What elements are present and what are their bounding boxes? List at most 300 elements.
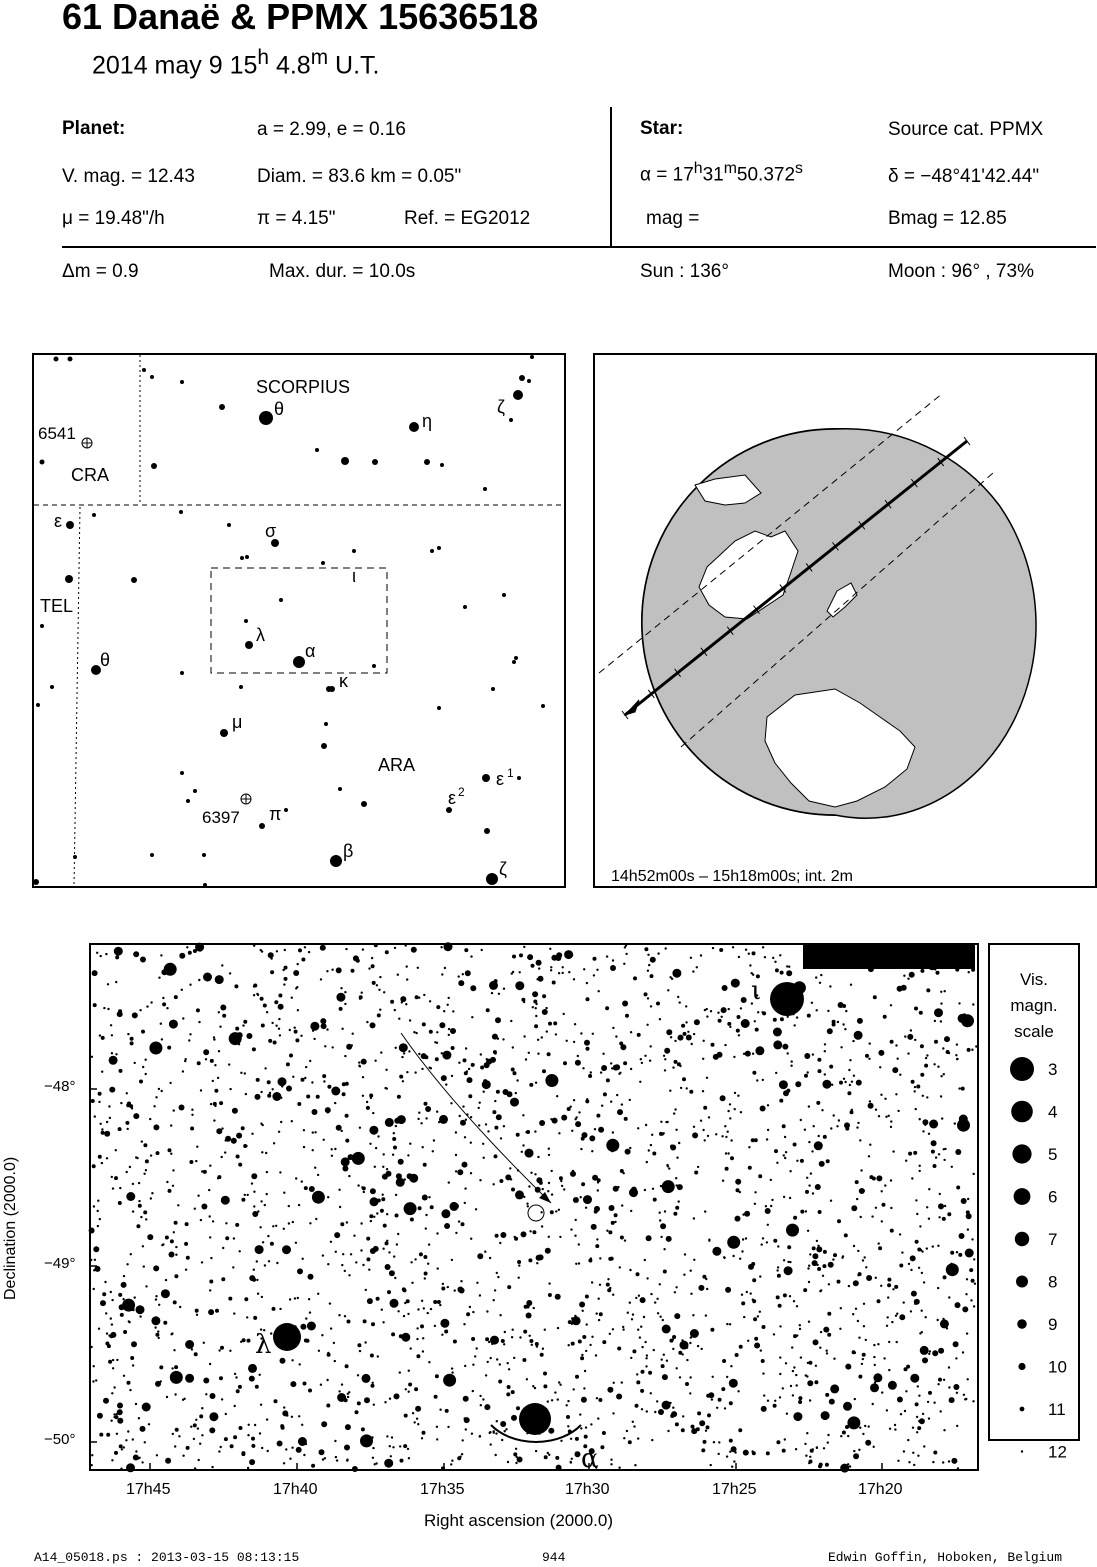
chart-star	[234, 1405, 236, 1407]
chart-star	[471, 1337, 475, 1341]
chart-star	[942, 1217, 946, 1221]
chart-star	[632, 1421, 634, 1423]
chart-star	[372, 1382, 374, 1384]
chart-star	[596, 1397, 598, 1399]
globe-svg	[595, 355, 1095, 886]
chart-star	[156, 1151, 160, 1155]
chart-star	[650, 1045, 652, 1047]
finder-star	[293, 656, 305, 668]
chart-star	[596, 1114, 600, 1118]
chart-star	[886, 1409, 888, 1411]
chart-star	[346, 1459, 348, 1461]
chart-star	[427, 1263, 429, 1265]
chart-star	[362, 1186, 366, 1190]
chart-star	[408, 1391, 410, 1393]
chart-star	[869, 1144, 871, 1146]
chart-star	[319, 1449, 325, 1455]
finder-star	[514, 656, 518, 660]
chart-star	[125, 1121, 129, 1125]
chart-star	[557, 1398, 559, 1400]
chart-star	[858, 1449, 860, 1451]
finder-star	[513, 390, 523, 400]
chart-star	[116, 1359, 118, 1361]
chart-star	[393, 1146, 397, 1150]
chart-star	[636, 1373, 638, 1375]
chart-star	[886, 1325, 888, 1327]
chart-star	[784, 1136, 786, 1138]
chart-star	[613, 1382, 615, 1384]
chart-star	[169, 1020, 178, 1029]
chart-star	[816, 1246, 822, 1252]
chart-star	[812, 1246, 816, 1250]
chart-star	[584, 1370, 586, 1372]
chart-star	[200, 1089, 202, 1091]
chart-star	[728, 1008, 730, 1010]
chart-star	[312, 1131, 314, 1133]
chart-star	[394, 1393, 400, 1399]
chart-star	[267, 1450, 269, 1452]
chart-star	[394, 1118, 400, 1124]
chart-star	[891, 1321, 893, 1323]
chart-star	[783, 1090, 789, 1096]
chart-star	[410, 1261, 412, 1263]
chart-star	[368, 1269, 370, 1271]
chart-star	[483, 1091, 485, 1093]
chart-star	[458, 1220, 460, 1222]
chart-star	[413, 1031, 415, 1033]
chart-star	[482, 1398, 484, 1400]
chart-star	[575, 1121, 581, 1127]
chart-star	[370, 1097, 372, 1099]
chart-star	[104, 1131, 110, 1137]
chart-star	[823, 1327, 829, 1333]
chart-star	[702, 1090, 704, 1092]
chart-star	[185, 1222, 189, 1226]
chart-star	[690, 957, 692, 959]
chart-star	[479, 1435, 481, 1437]
chart-star	[787, 1052, 789, 1054]
chart-star	[532, 1385, 534, 1387]
chart-star	[910, 1255, 916, 1261]
chart-star	[382, 1321, 384, 1323]
chart-star	[400, 996, 406, 1002]
chart-star	[799, 1324, 801, 1326]
chart-star	[526, 1203, 528, 1205]
constellation-ara: ARA	[378, 755, 416, 775]
chart-star	[158, 1304, 160, 1306]
chart-star	[777, 1245, 779, 1247]
chart-star	[705, 1314, 707, 1316]
finder-star	[440, 463, 444, 467]
chart-star	[654, 1411, 656, 1413]
chart-star	[266, 1171, 268, 1173]
chart-star	[864, 1256, 866, 1258]
chart-star	[495, 1454, 497, 1456]
chart-star	[233, 1435, 237, 1439]
chart-star	[292, 1076, 294, 1078]
chart-star	[956, 1186, 960, 1190]
chart-star	[755, 1046, 764, 1055]
chart-star	[120, 1468, 122, 1470]
chart-star	[210, 1059, 214, 1063]
chart-star	[605, 1006, 609, 1010]
chart-star	[480, 1404, 482, 1406]
chart-star	[507, 1285, 511, 1289]
chart-star	[166, 1181, 168, 1183]
chart-star	[580, 1032, 582, 1034]
chart-star	[955, 1149, 961, 1155]
chart-star	[816, 1240, 818, 1242]
chart-star	[790, 1065, 792, 1067]
chart-star	[212, 1080, 214, 1082]
chart-star	[336, 967, 342, 973]
chart-star	[130, 1253, 132, 1255]
chart-star	[132, 1012, 138, 1018]
chart-star	[875, 1207, 877, 1209]
chart-star	[308, 1389, 312, 1393]
chart-star	[681, 1339, 683, 1341]
chart-star	[284, 966, 288, 970]
chart-star	[562, 972, 564, 974]
chart-star	[298, 1415, 300, 1417]
chart-star	[348, 1175, 350, 1177]
chart-star	[733, 1056, 735, 1058]
chart-star	[746, 1291, 748, 1293]
chart-star	[763, 1394, 765, 1396]
chart-star	[203, 1170, 207, 1174]
chart-star	[776, 1295, 780, 1299]
chart-star	[866, 1275, 872, 1281]
chart-star	[698, 1285, 704, 1291]
chart-star	[706, 1015, 708, 1017]
chart-star	[463, 1058, 467, 1062]
chart-star	[626, 1430, 628, 1432]
chart-star	[221, 1156, 223, 1158]
chart-star	[754, 1337, 758, 1341]
chart-star	[190, 1426, 192, 1428]
chart-star	[264, 1067, 266, 1069]
chart-star	[586, 997, 590, 1001]
chart-star	[590, 1257, 592, 1259]
chart-star	[739, 1345, 743, 1349]
chart-star	[230, 1444, 234, 1448]
chart-star	[958, 1087, 960, 1089]
chart-star	[415, 1032, 417, 1034]
chart-star	[707, 1135, 709, 1137]
chart-star	[296, 986, 298, 988]
chart-star	[887, 1296, 889, 1298]
chart-star	[800, 1159, 804, 1163]
chart-star	[515, 981, 524, 990]
chart-star	[784, 1266, 793, 1275]
chart-star	[808, 1321, 810, 1323]
dec-tick-48: −48°	[44, 1078, 76, 1095]
chart-star	[218, 1011, 220, 1013]
chart-star	[151, 1316, 160, 1325]
chart-star	[556, 1296, 558, 1298]
chart-star	[551, 1170, 553, 1172]
chart-star	[533, 1307, 535, 1309]
chart-star	[922, 1130, 924, 1132]
chart-star	[504, 1331, 506, 1333]
chart-star	[376, 1297, 380, 1301]
chart-star	[359, 998, 361, 1000]
chart-star	[445, 1083, 447, 1085]
chart-star	[201, 1434, 203, 1436]
chart-star	[270, 1242, 274, 1246]
chart-star	[407, 1154, 409, 1156]
chart-star	[479, 1294, 481, 1296]
chart-star	[408, 1370, 410, 1372]
chart-star	[117, 1011, 123, 1017]
chart-star	[198, 1459, 200, 1461]
chart-star	[668, 1167, 670, 1169]
chart-star	[856, 1126, 858, 1128]
chart-star	[916, 1085, 920, 1089]
chart-star	[209, 1215, 211, 1217]
chart-star	[817, 1245, 819, 1247]
chart-star	[609, 1287, 611, 1289]
chart-star	[170, 1371, 183, 1384]
chart-star	[130, 1307, 134, 1311]
chart-star	[586, 1047, 590, 1051]
chart-star	[235, 1027, 239, 1031]
chart-star	[221, 1398, 223, 1400]
chart-star	[136, 1224, 140, 1228]
chart-star	[334, 1102, 336, 1104]
legend-mag-label: 6	[1048, 1187, 1058, 1207]
chart-star	[135, 1450, 137, 1452]
chart-star	[580, 1196, 582, 1198]
chart-star	[312, 1030, 314, 1032]
chart-star	[543, 1372, 547, 1376]
star-chart	[89, 943, 979, 1474]
chart-star	[107, 983, 109, 985]
chart-star	[838, 1119, 840, 1121]
chart-star	[690, 1336, 692, 1338]
chart-star	[691, 1425, 695, 1429]
chart-star	[169, 1252, 175, 1258]
chart-star	[773, 1333, 775, 1335]
chart-star	[528, 1185, 530, 1187]
chart-star	[773, 1239, 777, 1243]
chart-star	[672, 969, 681, 978]
chart-star	[661, 1358, 663, 1360]
chart-star	[529, 1230, 531, 1232]
chart-star	[425, 1106, 431, 1112]
chart-star	[330, 1241, 332, 1243]
finder-star	[180, 771, 184, 775]
chart-star	[517, 1260, 521, 1264]
chart-star	[747, 1340, 749, 1342]
chart-star	[236, 1155, 240, 1159]
chart-star	[289, 1298, 291, 1300]
chart-star	[547, 1400, 549, 1402]
chart-star	[280, 1358, 286, 1364]
chart-star	[97, 1413, 103, 1419]
chart-star	[335, 1251, 337, 1253]
chart-star	[764, 956, 766, 958]
chart-star	[376, 984, 378, 986]
chart-star	[646, 1161, 648, 1163]
chart-star	[205, 1058, 207, 1060]
chart-star	[317, 1174, 319, 1176]
legend-dots	[1010, 1057, 1067, 1462]
chart-star	[748, 1264, 754, 1270]
chart-star	[853, 1450, 855, 1452]
chart-star	[103, 1007, 105, 1009]
chart-star	[132, 1210, 134, 1212]
constellation-boundary	[74, 507, 80, 886]
chart-star	[859, 1139, 861, 1141]
chart-star	[929, 1350, 931, 1352]
chart-star	[286, 1414, 288, 1416]
chart-star	[451, 1367, 453, 1369]
chart-star	[937, 1383, 939, 1385]
path-direction-arrow	[625, 700, 639, 715]
chart-star	[276, 950, 278, 952]
ra-prefix: α = 17	[640, 164, 694, 186]
label-zeta-ara: ζ	[499, 859, 507, 879]
chart-star	[670, 1145, 676, 1151]
chart-star	[143, 1265, 145, 1267]
chart-star	[155, 1295, 157, 1297]
chart-star	[735, 1179, 741, 1185]
chart-star	[259, 1432, 261, 1434]
chart-star	[309, 1186, 315, 1192]
chart-star	[540, 1211, 542, 1213]
chart-star	[922, 1413, 924, 1415]
chart-star	[375, 1147, 377, 1149]
chart-star	[824, 1050, 826, 1052]
chart-star	[217, 1177, 219, 1179]
chart-star	[301, 958, 305, 962]
chart-star	[635, 1297, 637, 1299]
chart-star	[108, 1334, 110, 1336]
chart-star	[351, 969, 355, 973]
chart-star	[793, 1366, 795, 1368]
chart-star	[219, 1026, 221, 1028]
chart-star	[472, 1390, 474, 1392]
chart-star	[878, 1246, 882, 1250]
chart-star	[675, 1177, 677, 1179]
chart-star	[275, 1025, 277, 1027]
chart-star	[721, 1007, 727, 1013]
chart-star	[126, 1171, 128, 1173]
chart-star	[557, 1327, 559, 1329]
chart-star	[586, 1323, 588, 1325]
minute-unit: m	[310, 46, 329, 69]
chart-star	[672, 1348, 674, 1350]
chart-star	[97, 1200, 99, 1202]
chart-star	[666, 1236, 672, 1242]
chart-star	[101, 1162, 103, 1164]
chart-star	[584, 1435, 588, 1439]
chart-star	[341, 1264, 343, 1266]
chart-star	[450, 1102, 452, 1104]
chart-star	[400, 1459, 404, 1463]
star-mag: mag =	[646, 208, 700, 229]
chart-star	[229, 1350, 231, 1352]
chart-star	[505, 1174, 511, 1180]
chart-star	[339, 1007, 343, 1011]
chart-star	[591, 1281, 593, 1283]
chart-star	[125, 1439, 127, 1441]
chart-star	[479, 1179, 481, 1181]
chart-star	[800, 1119, 802, 1121]
chart-star	[91, 1454, 93, 1456]
chart-star	[756, 1079, 758, 1081]
chart-star	[503, 1343, 505, 1345]
moon-info: Moon : 96° , 73%	[888, 261, 1034, 282]
chart-star	[391, 1436, 393, 1438]
chart-star	[515, 1190, 524, 1199]
finder-star	[409, 422, 419, 432]
chart-star	[441, 1287, 445, 1291]
chart-star	[907, 1034, 913, 1040]
chart-star	[203, 1049, 209, 1055]
chart-star	[653, 1198, 657, 1202]
chart-star	[126, 1263, 128, 1265]
chart-star	[189, 1160, 193, 1164]
ra-seconds: 50.372	[736, 164, 796, 186]
chart-star	[623, 1061, 627, 1065]
chart-star	[221, 1277, 225, 1281]
chart-star	[793, 1412, 802, 1421]
chart-star	[436, 1232, 438, 1234]
chart-star	[706, 1288, 708, 1290]
chart-star	[185, 1269, 187, 1271]
chart-star	[395, 1214, 399, 1218]
chart-star	[856, 1198, 858, 1200]
chart-star	[308, 951, 310, 953]
chart-star	[776, 1162, 778, 1164]
chart-star	[808, 1281, 810, 1283]
chart-star	[532, 991, 538, 997]
ngc-6397-label: 6397	[202, 808, 240, 827]
chart-star	[581, 1137, 585, 1141]
chart-star	[761, 1359, 765, 1363]
chart-star	[575, 1437, 579, 1441]
chart-star	[173, 1109, 175, 1111]
chart-star	[903, 1301, 905, 1303]
chart-star	[396, 1243, 398, 1245]
chart-star	[884, 1098, 886, 1100]
chart-star	[201, 1407, 203, 1409]
chart-star	[550, 1210, 554, 1214]
chart-star	[182, 1017, 184, 1019]
chart-star	[479, 1395, 481, 1397]
chart-star	[308, 1274, 314, 1280]
chart-star	[681, 1024, 685, 1028]
event-minute: 4.8	[269, 51, 311, 80]
chart-star	[366, 1257, 370, 1261]
chart-star	[235, 1223, 239, 1227]
chart-star	[779, 1325, 781, 1327]
chart-star	[460, 1280, 462, 1282]
planet-parallax: π = 4.15"	[257, 208, 336, 229]
chart-star	[606, 1078, 610, 1082]
chart-star	[560, 1180, 562, 1182]
legend-dot	[1014, 1188, 1031, 1205]
chart-star	[327, 1263, 329, 1265]
finder-star	[284, 808, 288, 812]
chart-star	[512, 1329, 514, 1331]
label-theta-sco: θ	[274, 399, 285, 419]
chart-star	[609, 1205, 615, 1211]
chart-star	[675, 1422, 679, 1426]
chart-star	[235, 1376, 237, 1378]
